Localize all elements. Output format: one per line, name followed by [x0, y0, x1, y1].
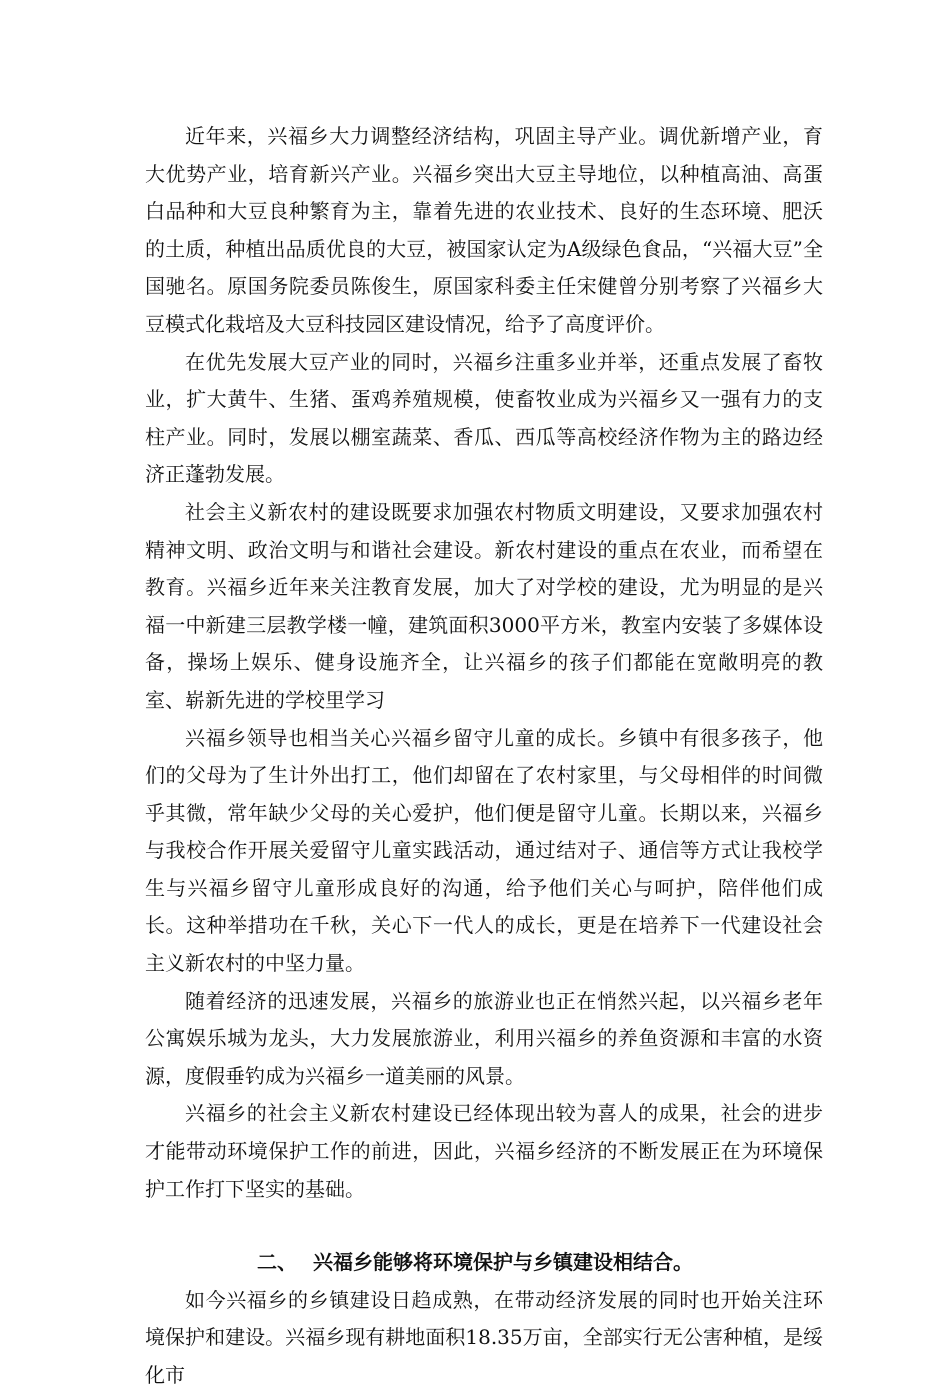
paragraph-summary: 兴福乡的社会主义新农村建设已经体现出较为喜人的成果，社会的进步才能带动环境保护工作的前进，因此，兴福乡经济的不断发展正在为环境保护工作打下坚实的基础。 — [145, 1101, 823, 1201]
section-heading — [145, 1244, 823, 1282]
paragraph-town-construction: 如今兴福乡的乡镇建设日趋成熟，在带动经济发展的同时也开始关注环境保护和建设。兴福乡现有耕地面积18.35万亩，全部实行无公害种植，是绥化市 — [145, 1287, 823, 1387]
paragraph-economy: 近年来，兴福乡大力调整经济结构，巩固主导产业。调优新增产业，育大优势产业，培育新兴产业。兴福乡突出大豆主导地位，以种植高油、高蛋白品种和大豆良种繁育为主，靠着先进的农业技术、良好的生态环境、肥沃的土质，种植出品质优良的大豆，被国家认定为A级绿色食品，“兴福大豆”全国驰名。原国务院委员陈俊生，原国家科委主任宋健曾分别考察了兴福乡大豆模式化栽培及大豆科技园区建设情况，给予了高度评价。 — [145, 124, 823, 336]
document-body — [145, 118, 823, 1395]
section-number: 二、 — [257, 1250, 297, 1275]
paragraph-education: 社会主义新农村的建设既要求加强农村物质文明建设，又要求加强农村精神文明、政治文明与和谐社会建设。新农村建设的重点在农业，而希望在教育。兴福乡近年来关注教育发展，加大了对学校的建设，尤为明显的是兴福一中新建三层教学楼一幢，建筑面积3000平方米，教室内安装了多媒体设备，操场上娱乐、健身设施齐全，让兴福乡的孩子们都能在宽敞明亮的教室、崭新先进的学校里学习 — [145, 499, 823, 712]
paragraph-left-behind-children: 兴福乡领导也相当关心兴福乡留守儿童的成长。乡镇中有很多孩子，他们的父母为了生计外出打工，他们却留在了农村家里，与父母相伴的时间微乎其微，常年缺少父母的关心爱护，他们便是留守儿童。长期以来，兴福乡与我校合作开展关爱留守儿童实践活动，通过结对子、通信等方式让我校学生与兴福乡留守儿童形成良好的沟通，给予他们关心与呵护，陪伴他们成长。这种举措功在千秋，关心下一代人的成长，更是在培养下一代建设社会主义新农村的中坚力量。 — [145, 725, 823, 976]
section-title: 兴福乡能够将环境保护与乡镇建设相结合。 — [313, 1250, 693, 1275]
paragraph-tourism: 随着经济的迅速发展，兴福乡的旅游业也正在悄然兴起，以兴福乡老年公寓娱乐城为龙头，大力发展旅游业，利用兴福乡的养鱼资源和丰富的水资源，度假垂钓成为兴福乡一道美丽的风景。 — [145, 988, 823, 1088]
paragraph-livestock: 在优先发展大豆产业的同时，兴福乡注重多业并举，还重点发展了畜牧业，扩大黄牛、生猪、蛋鸡养殖规模，使畜牧业成为兴福乡又一强有力的支柱产业。同时，发展以棚室蔬菜、香瓜、西瓜等高校经济作物为主的路边经济正蓬勃发展。 — [145, 349, 823, 487]
